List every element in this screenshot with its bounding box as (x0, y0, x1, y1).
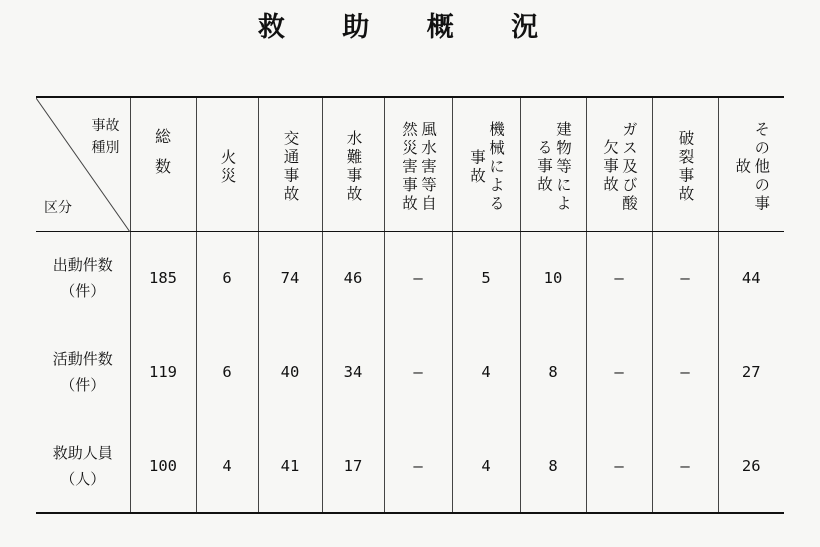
table-cell: 5 (452, 231, 520, 325)
table-cell: 4 (452, 325, 520, 419)
row-label-rescued-people: 救助人員 （人） (52, 443, 113, 488)
table-cell: 10 (520, 231, 586, 325)
table-cell: — (652, 419, 718, 513)
table-cell: 34 (322, 325, 384, 419)
col-header-total (130, 97, 196, 231)
col-header-gas: ガス及び酸欠事故 (586, 97, 652, 231)
table-cell: — (652, 231, 718, 325)
table-row (36, 231, 784, 325)
corner-category-label: 区分 (44, 199, 72, 216)
table-cell: 44 (718, 231, 784, 325)
table-cell: — (384, 231, 452, 325)
table-row (36, 325, 784, 419)
corner-top-line2: 種別 (91, 140, 120, 156)
table-cell: — (384, 325, 452, 419)
table-cell: 27 (718, 325, 784, 419)
table-cell: — (586, 231, 652, 325)
table-cell: — (586, 419, 652, 513)
col-header-total-char2: 数 (154, 157, 171, 176)
table-row (36, 419, 784, 513)
table-cell: — (586, 325, 652, 419)
table-cell: — (652, 325, 718, 419)
table-cell: 26 (718, 419, 784, 513)
corner-top-line1: 事故 (91, 118, 120, 134)
table-cell: 46 (322, 231, 384, 325)
page-title: 救 助 概 況 (257, 12, 563, 43)
table-cell: — (384, 419, 452, 513)
corner-accident-type-label (92, 115, 120, 159)
table-cell: 100 (130, 419, 196, 513)
table-cell: 17 (322, 419, 384, 513)
col-header-total-char1: 総 (154, 127, 171, 146)
rescue-summary-table (36, 96, 784, 514)
col-header-building: 建物等による事故 (520, 97, 586, 231)
col-header-natural-disaster: 風水害等自然災害事故 (384, 97, 452, 231)
col-header-other: その他の事故 (718, 97, 784, 231)
table-cell: 74 (258, 231, 322, 325)
table-cell: 40 (258, 325, 322, 419)
col-header-traffic: 交通事故 (258, 97, 322, 231)
table-cell: 185 (130, 231, 196, 325)
row-label-dispatches: 出動件数 （件） (52, 256, 113, 301)
col-header-fire: 火災 (196, 97, 258, 231)
corner-header-cell (36, 97, 130, 231)
table-cell: 8 (520, 419, 586, 513)
header-row (36, 97, 784, 231)
table-cell: 6 (196, 325, 258, 419)
table-cell: 8 (520, 325, 586, 419)
table-cell: 6 (196, 231, 258, 325)
table-cell: 4 (452, 419, 520, 513)
col-header-rupture: 破裂事故 (652, 97, 718, 231)
table-cell: 119 (130, 325, 196, 419)
col-header-water: 水難事故 (322, 97, 384, 231)
table-cell: 4 (196, 419, 258, 513)
table-cell: 41 (258, 419, 322, 513)
row-label-activities: 活動件数 （件） (52, 350, 113, 394)
col-header-machine: 機械による事故 (452, 97, 520, 231)
